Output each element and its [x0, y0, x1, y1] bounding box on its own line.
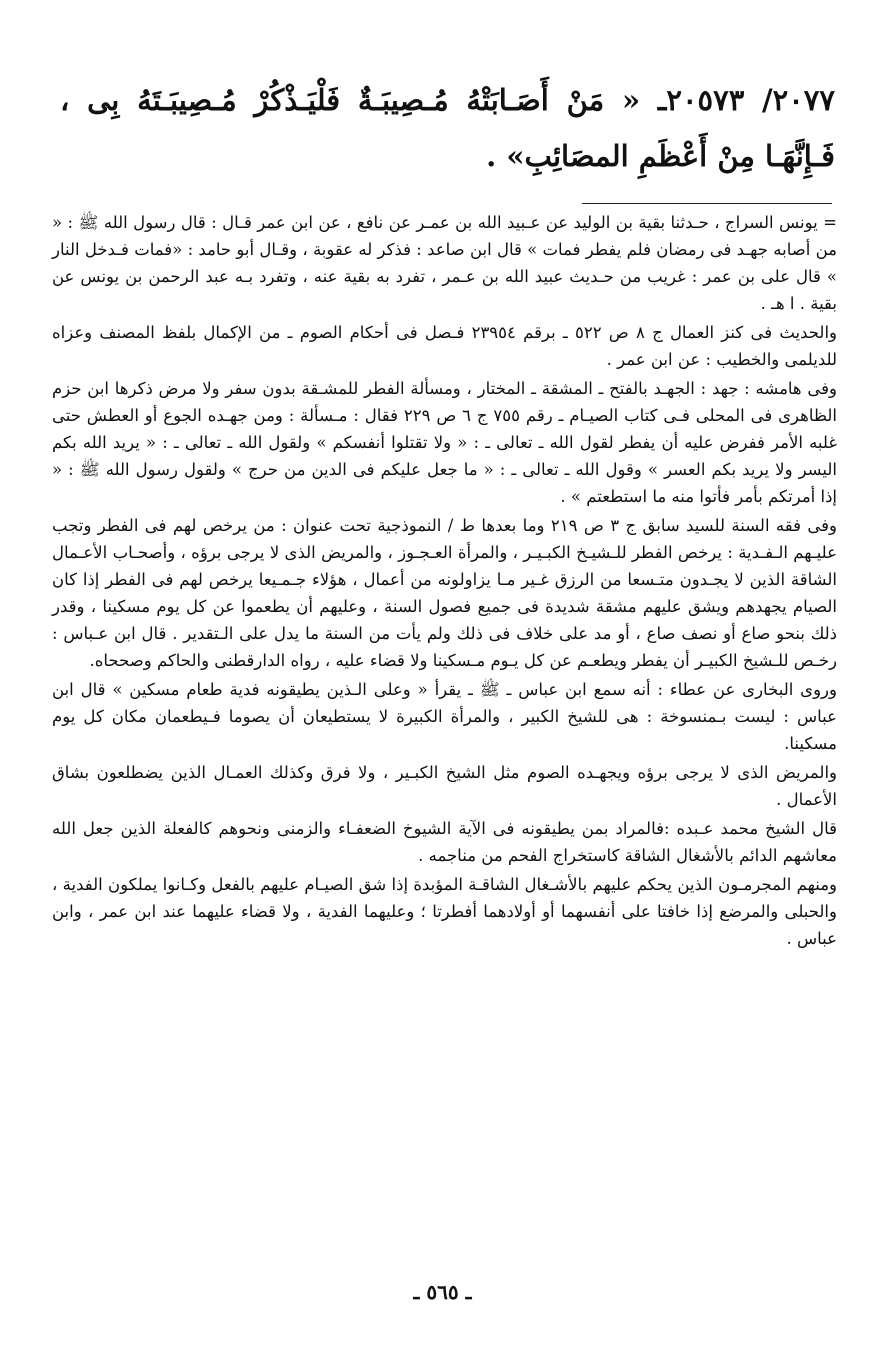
hadith-text: « مَنْ أَصَـابَتْهُ مُـصِيبَـةٌ فَلْيَـذْكُرْ مُـصِيبَـتَهُ بِى ، فَـإِنَّهَـا مِنْ أَعْظَمِ المصَائِبِ» . — [60, 83, 835, 173]
footnote-separator — [582, 203, 832, 204]
footnote-paragraph: وفى فقه السنة للسيد سابق ج ٣ ص ٢١٩ وما بعدها ط / النموذجية تحت عنوان : من يرخص لهم فى الفطر وتجب عليـهم الـفـدية : يرخص الفطر للـشيـخ الكبـيـر ، والمرأة العـجـوز ، والمريض الذى لا يرجى برؤه ، وأصحـاب الأعـمال الشاقة الذين لا يجـدون متـسعا من الرزق غـير مـا يزاولونه من أعمال ، هؤلاء جـمـيعا يرخص لهم فى الفطر إذا كان الصيام يجهدهم ويشق عليهم مشقة شديدة فى جميع فصول السنة ، وعليهم أن يطعموا عن كل يوم مسكينا ، وقدر ذلك بنحو صاع أو نصف صاع ، أو مد على خلاف فى ذلك ولم يأت من السنة ما يدل على الـتقدير . قال ابن عـباس : رخـص للـشيخ الكبيـر أن يفطر ويطعـم عن كل يـوم مـسكينا ولا قضاء عليه ، رواه الدارقطنى والحاكم وصححاه. — [52, 516, 837, 670]
footnote-paragraph: = يونس السراج ، حـدثنا بقية بن الوليد عن عـبيد الله بن عمـر عن نافع ، عن ابن عمر قـال : قال رسول الله ﷺ : « من أصابه جهـد فى رمضان فلم يفطر فمات » قال ابن صاعد : فذكر له عقوبة ، وقـال أبو حامد : «فمات فـدخل النار » قال على بن عمر : غريب من حـديث عبيد الله بن عـمر ، تفرد به بقية عنه ، وتفرد بـه عبد الرحمن بن يونس عن بقية . ا هـ . — [52, 213, 837, 313]
footnote-paragraph: وروى البخارى عن عطاء : أنه سمع ابن عباس ـ ﷺ ـ يقرأ « وعلى الـذين يطيقونه فدية طعام مسكين » قال ابن عباس : ليست بـمنسوخة : هى للشيخ الكبير ، والمرأة الكبيرة لا يستطيعان أن يصوما فـيطعمان مكان كل يوم مسكينا. — [52, 680, 837, 753]
footnote-paragraph: ومنهم المجرمـون الذين يحكم عليهم بالأشـغال الشاقـة المؤبدة إذا شق الصيـام عليهم بالفعل وكـانوا يملكون الفدية ، والحبلى والمرضع إذا خافتا على أنفسهما أو أولادهما أفطرتا ؛ وعليهما الفدية ، ولا قضاء عليهما عند ابن عمر ، وابن عباس . — [52, 875, 837, 948]
hadith-entry — [60, 72, 835, 184]
footnotes — [52, 209, 837, 952]
footnote-paragraph: قال الشيخ محمد عـبده :فالمراد بمن يطيقونه فى الآية الشيوخ الضعفـاء والزمنى ونحوهم كالفعلة الذين جعل الله معاشهم الدائم بالأشغال الشاقة كاستخراج الفحم من مناجمه . — [52, 819, 837, 865]
footnote-paragraph: وفى هامشه : جهد : الجهـد بالفتح ـ المشقة ـ المختار ، ومسألة الفطر للمشـقة بدون سفر ولا مرض ذكرها ابن حزم الظاهرى فى المحلى فـى كتاب الصيـام ـ رقم ٧٥٥ ج ٦ ص ٢٢٩ فقال : مـسألة : ومن جهـده الجوع أو العطش حتى غلبه الأمر ففرض عليه أن يفطر لقول الله ـ تعالى ـ : « ولا تقتلوا أنفسكم » ولقول الله ـ تعالى ـ : « يريد الله بكم اليسر ولا يريد بكم العسر » وقول الله ـ تعالى ـ : « ما جعل عليكم فى الدين من حرج » ولقول رسول الله ﷺ : « إذا أمرتكم بأمر فأتوا منه ما استطعتم » . — [52, 379, 837, 506]
footnote-paragraph: والحديث فى كنز العمال ج ٨ ص ٥٢٢ ـ برقم ٢٣٩٥٤ فـصل فى أحكام الصوم ـ من الإكمال بلفظ المصنف وعزاه للديلمى والخطيب : عن ابن عمر . — [52, 323, 838, 369]
hadith-number: ٢٠٧٧/ ٢٠٥٧٣ـ — [657, 83, 835, 117]
footnote-paragraph: والمريض الذى لا يرجى برؤه ويجهـده الصوم مثل الشيخ الكبـير ، ولا فرق وكذلك العمـال الذين يضطلعون بشاق الأعمال . — [52, 763, 837, 809]
page-number: ـ ٥٦٥ ـ — [413, 1280, 472, 1304]
